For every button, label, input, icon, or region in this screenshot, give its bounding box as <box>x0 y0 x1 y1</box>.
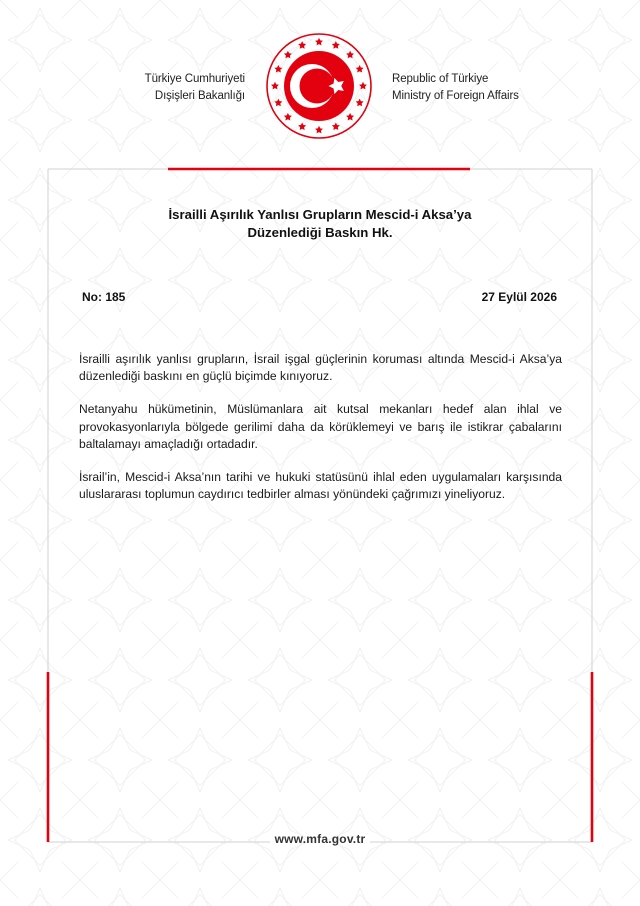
ministry-en-line2: Ministry of Foreign Affairs <box>392 90 519 102</box>
body-paragraph-1: İsrailli aşırılık yanlısı grupların, İsrail işgal güçlerinin koruması altında Mescid-i Aksa’ya düzenlediği baskını en güçlü biçimde kınıyoruz. <box>79 352 562 384</box>
document-title <box>80 206 560 242</box>
body-paragraph-3: İsrail’in, Mescid-i Aksa’nın tarihi ve hukuki statüsünü ihlal eden uygulamaları karşısında uluslararası toplumun caydırıcı tedbirler alması yönündeki çağrımızı yineliyoruz. <box>79 470 562 502</box>
ministry-en-line1: Republic of Türkiye <box>392 73 489 85</box>
document-date: 27 Eylül 2026 <box>481 290 557 304</box>
title-line1: İsrailli Aşırılık Yanlısı Grupların Mescid-i Aksa’ya <box>168 207 472 222</box>
body-paragraph-2: Netanyahu hükümetinin, Müslümanlara ait kutsal mekanları hedef alan ihlal ve provokasyonlarıyla bölgede gerilimi daha da körüklemeyi ve barış ile istikrar çabalarını baltalamayı amaçladığı ortadadır. <box>79 402 562 451</box>
title-line2: Düzenlediği Baskın Hk. <box>247 225 393 240</box>
document-body <box>79 351 562 519</box>
ministry-tr-line1: Türkiye Cumhuriyeti <box>144 73 245 85</box>
document-number: No: 185 <box>82 290 126 304</box>
ministry-tr-line2: Dışişleri Bakanlığı <box>154 90 245 102</box>
footer-website-link[interactable]: www.mfa.gov.tr <box>274 832 366 846</box>
